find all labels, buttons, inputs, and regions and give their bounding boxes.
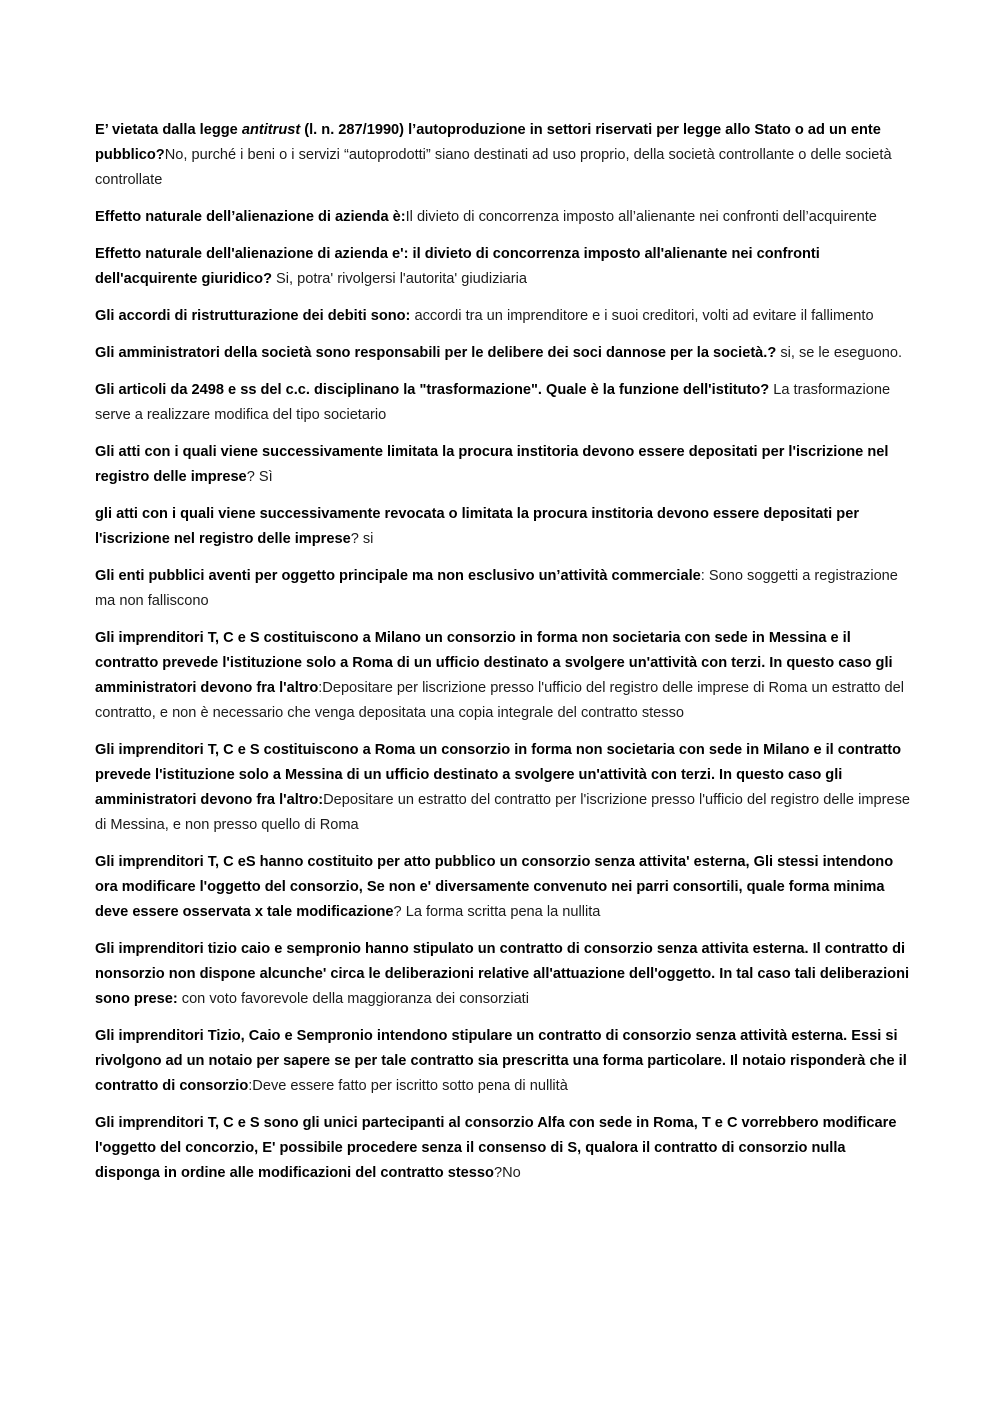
qa-entry: [95, 937, 910, 1012]
qa-entry: [95, 1024, 910, 1099]
question: Gli enti pubblici aventi per oggetto principale ma non esclusivo un’attività commerciale: [95, 568, 701, 584]
question-text: (l. n. 287/1990) l’autoproduzione in settori riservati per legge allo Stato o ad un ente pubblico?: [95, 122, 881, 163]
qa-entry: [95, 738, 910, 838]
answer: ? si: [350, 531, 374, 547]
question: Gli articoli da 2498 e ss del c.c. disciplinano la "trasformazione". Quale è la funzione dell'istituto?: [95, 382, 770, 398]
question: Gli imprenditori Tizio, Caio e Sempronio intendono stipulare un contratto di consorzio senza attività esterna. Essi si rivolgono ad un notaio per sapere se per tale contratto sia prescritta una forma particolare. Il notaio risponderà che il contratto di consorzio: [95, 1028, 907, 1094]
question-text: E’ vietata dalla legge: [95, 122, 242, 138]
qa-entry: [95, 205, 910, 230]
answer: ? La forma scritta pena la nullita: [393, 904, 601, 920]
question: Gli accordi di ristrutturazione dei debiti sono:: [95, 308, 411, 324]
qa-entry: [95, 242, 910, 292]
answer: : Sono soggetti a registrazione ma non falliscono: [95, 568, 898, 609]
answer: ?No: [493, 1165, 521, 1181]
question: Gli amministratori della società sono responsabili per le delibere dei soci dannose per la società.?: [95, 345, 777, 361]
answer: si, se le eseguono.: [776, 345, 903, 361]
answer: :Depositare per liscrizione presso l'ufficio del registro delle imprese di Roma un estratto del contratto, e non è necessario che venga depositata una copia integrale del contratto stesso: [95, 680, 904, 721]
question: Gli imprenditori T, C e S costituiscono a Milano un consorzio in forma non societaria con sede in Messina e il contratto prevede l'istituzione solo a Roma di un ufficio destinato a svolgere un'attività con terzi. In questo caso gli amministratori devono fra l'altro: [95, 630, 893, 696]
question: gli atti con i quali viene successivamente revocata o limitata la procura institoria devono essere depositati per l'iscrizione nel registro delle imprese: [95, 506, 859, 547]
answer: Il divieto di concorrenza imposto all’alienante nei confronti dell’acquirente: [405, 209, 877, 225]
answer: La trasformazione serve a realizzare modifica del tipo societario: [95, 382, 891, 423]
qa-entry: [95, 378, 910, 428]
qa-entry: [95, 440, 910, 490]
qa-entry: [95, 1111, 910, 1186]
answer: No, purché i beni o i servizi “autoprodotti” siano destinati ad uso proprio, della società controllante o delle società controllate: [95, 147, 892, 188]
answer: ? Sì: [246, 469, 273, 485]
qa-entry: [95, 502, 910, 552]
answer: :Deve essere fatto per iscritto sotto pena di nullità: [248, 1078, 568, 1094]
answer: con voto favorevole della maggioranza dei consorziati: [177, 991, 529, 1007]
question-italic-text: antitrust: [241, 122, 301, 138]
answer: accordi tra un imprenditore e i suoi creditori, volti ad evitare il fallimento: [410, 308, 874, 324]
question: Gli imprenditori T, C e S sono gli unici partecipanti al consorzio Alfa con sede in Roma, T e C vorrebbero modificare l'oggetto del concorzio, E' possibile procedere senza il consenso di S, qualora il contratto di consorzio nulla disponga in ordine alle modificazioni del contratto stesso: [95, 1115, 897, 1181]
question: Gli imprenditori T, C eS hanno costituito per atto pubblico un consorzio senza attivita' esterna, Gli stessi intendono ora modificare l'oggetto del consorzio, Se non e' diversamente convenuto nei parri consortili, quale forma minima deve essere osservata x tale modificazione: [95, 854, 894, 920]
question: Gli imprenditori T, C e S costituiscono a Roma un consorzio in forma non societaria con sede in Milano e il contratto prevede l'istituzione solo a Messina di un ufficio destinato a svolgere un'attività con terzi. In questo caso gli amministratori devono fra l'altro:: [95, 742, 902, 808]
qa-entry: [95, 626, 910, 726]
question: Effetto naturale dell'alienazione di azienda e': il divieto di concorrenza imposto all'alienante nei confronti dell'acquirente giuridico?: [95, 246, 820, 287]
question: Gli imprenditori tizio caio e sempronio hanno stipulato un contratto di consorzio senza attivita esterna. Il contratto di nonsorzio non dispone alcunche' circa le deliberazioni relative all'attuazione dell'oggetto. In tal caso tali deliberazioni sono prese:: [95, 941, 910, 1007]
qa-entry: [95, 304, 910, 329]
question: Gli atti con i quali viene successivamente limitata la procura institoria devono essere depositati per l'iscrizione nel registro delle imprese: [95, 444, 889, 485]
document-page: [95, 118, 910, 1198]
answer: Si, potra' rivolgersi l'autorita' giudiziaria: [272, 271, 527, 287]
qa-entry: [95, 564, 910, 614]
answer: Depositare un estratto del contratto per l'iscrizione presso l'ufficio del registro delle imprese di Messina, e non presso quello di Roma: [95, 792, 911, 833]
question: Effetto naturale dell’alienazione di azienda è:: [95, 209, 406, 225]
qa-entry: [95, 850, 910, 925]
qa-entry: [95, 341, 910, 366]
qa-entry: [95, 118, 910, 193]
